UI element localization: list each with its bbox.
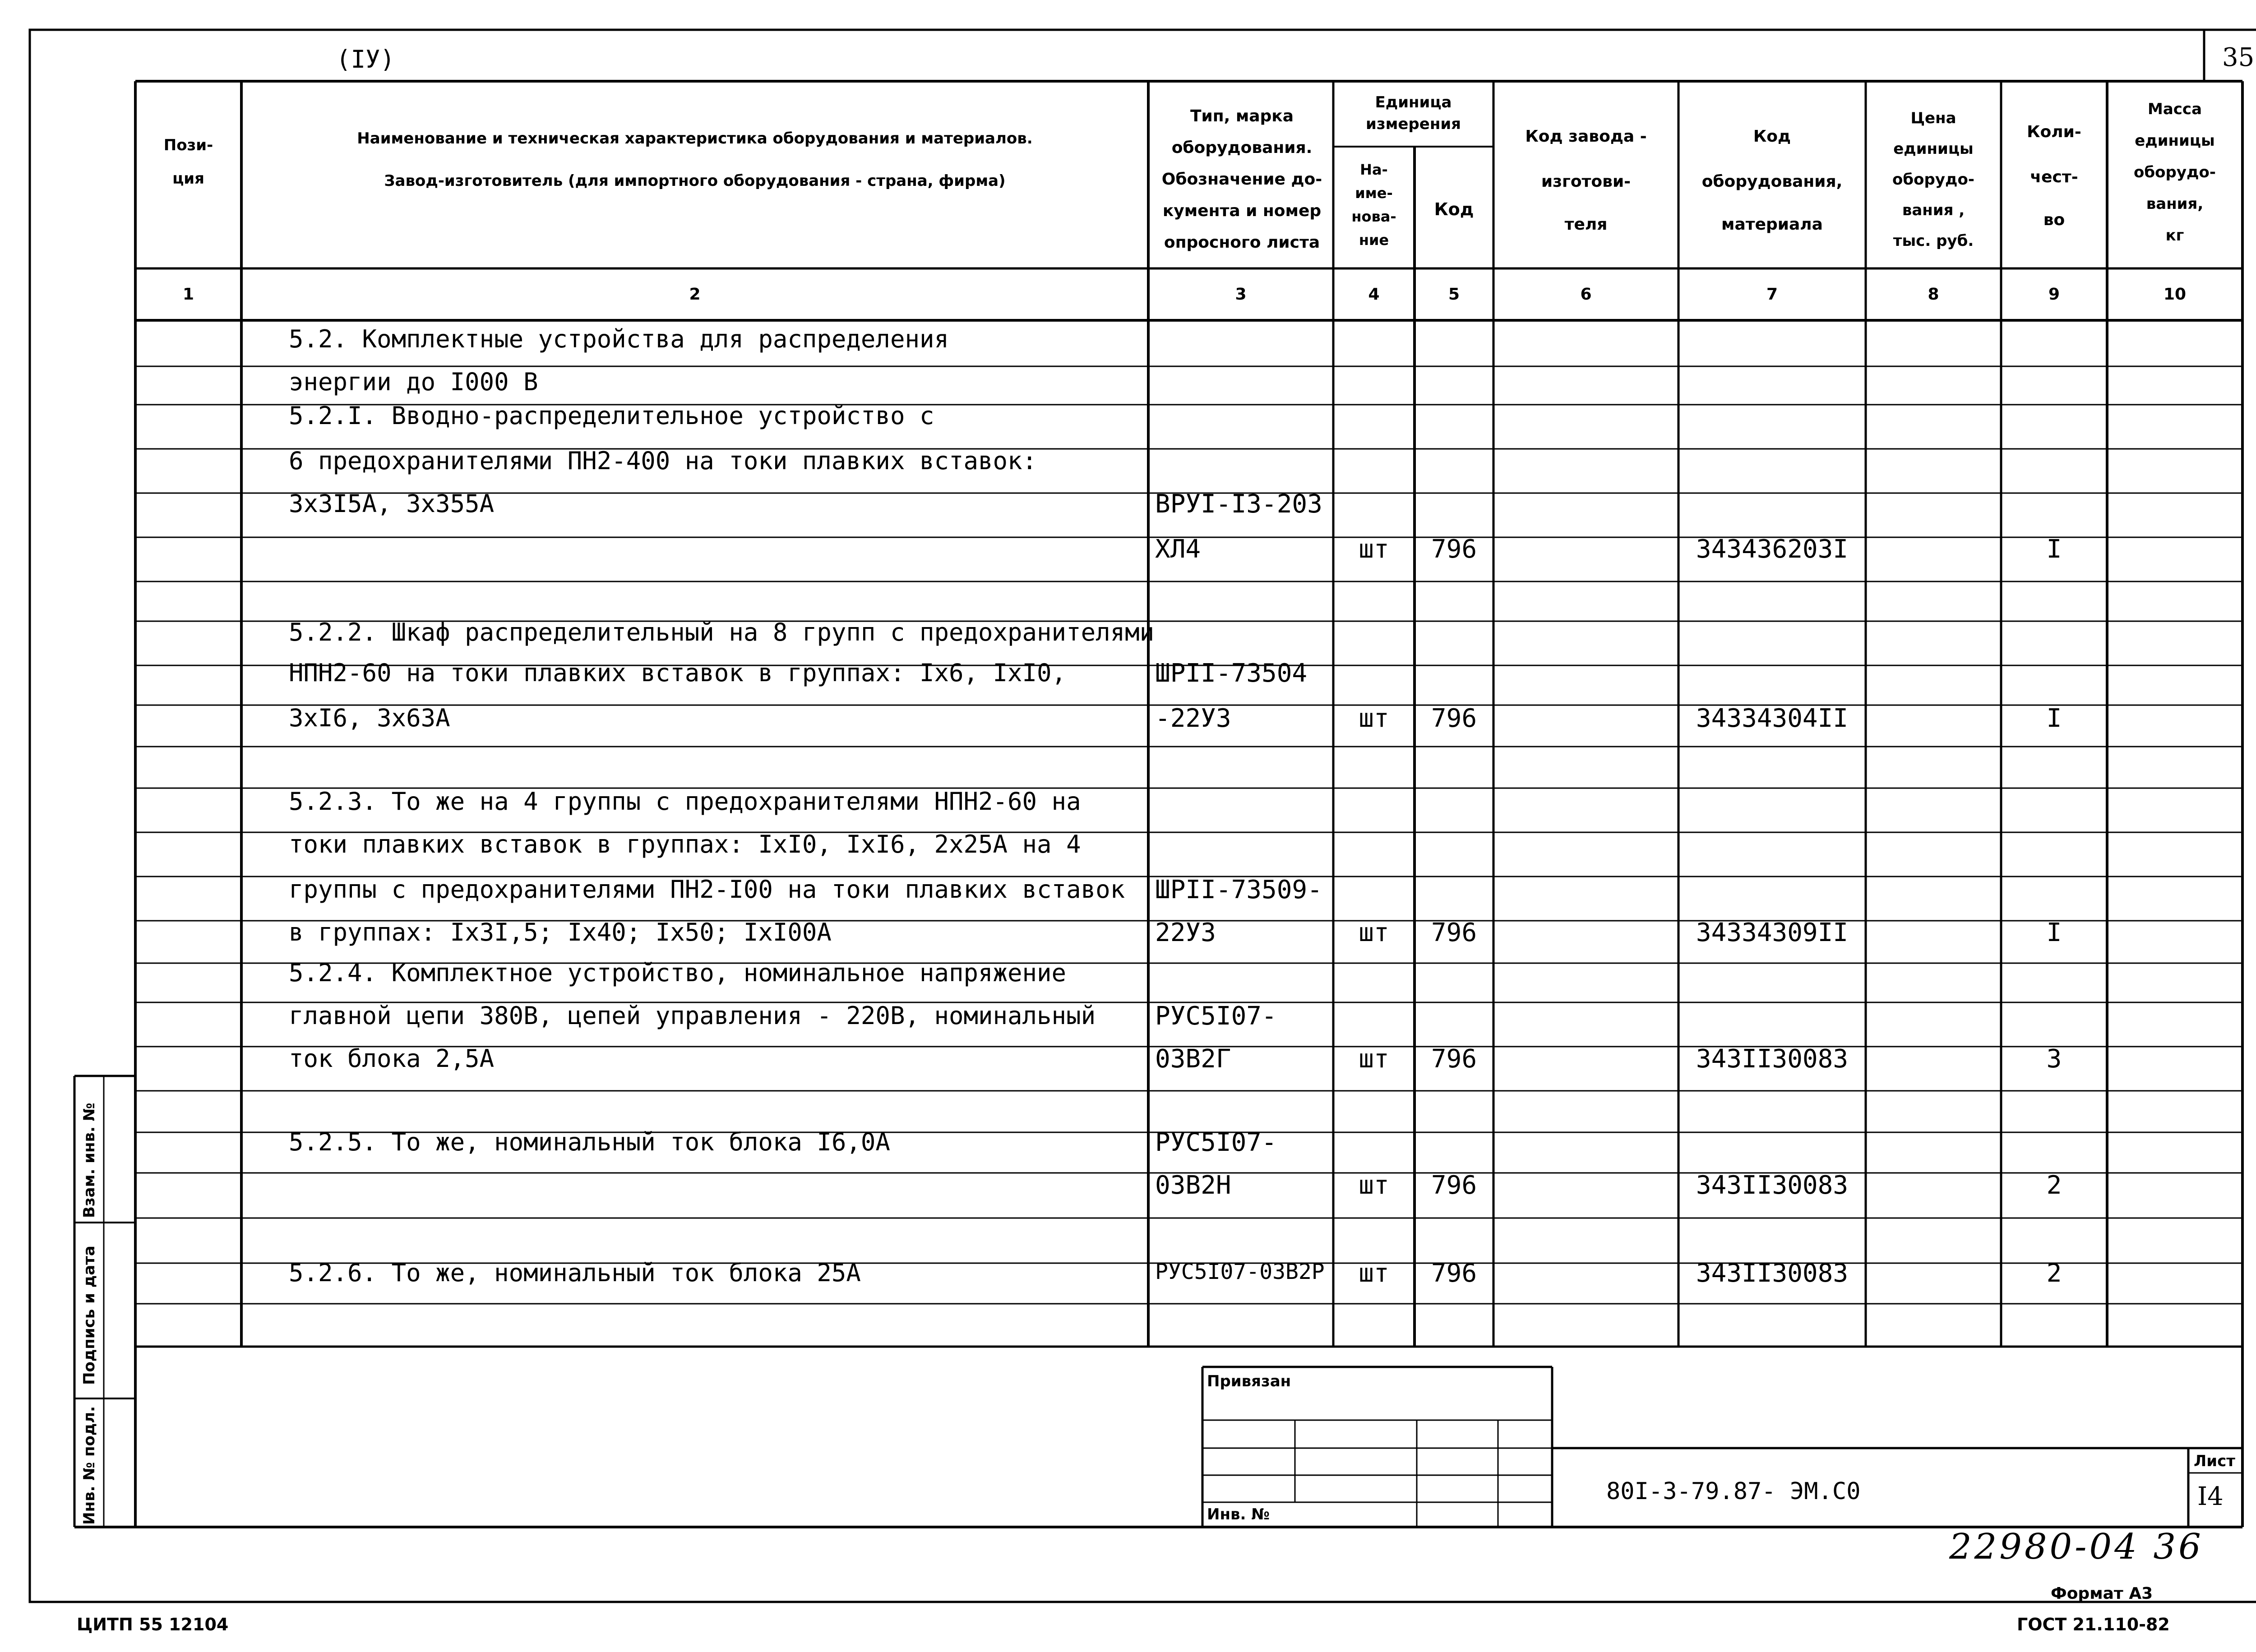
stamp-inv-no: Инв. № bbox=[1207, 1505, 1270, 1523]
cell-name: 5.2.5. То же, номинальный ток блока I6,0А bbox=[289, 1128, 890, 1156]
sheet-number-top: 35 bbox=[2222, 43, 2255, 72]
header-mass-line2: единицы bbox=[2135, 132, 2215, 150]
cell-name: энергии до I000 В bbox=[289, 368, 538, 396]
cell-unit-code: 796 bbox=[1431, 1044, 1477, 1074]
format-label: Формат А3 bbox=[2051, 1584, 2153, 1603]
cell-type: ШРII-73509- bbox=[1155, 875, 1322, 904]
header-equipment-code-line3: материала bbox=[1721, 215, 1823, 234]
cell-unit: шт bbox=[1359, 1171, 1389, 1200]
header-equipment-code-line2: оборудования, bbox=[1701, 172, 1843, 191]
section-marker: (IУ) bbox=[336, 45, 395, 74]
column-number-4: 4 bbox=[1368, 285, 1380, 304]
column-number-6: 6 bbox=[1580, 285, 1592, 304]
cell-quantity: I bbox=[2046, 918, 2062, 947]
header-name bbox=[253, 131, 1137, 189]
header-equipment-code bbox=[1678, 129, 1866, 233]
side-label-signature-date: Подпись и дата bbox=[80, 1246, 98, 1385]
header-unit-group bbox=[1333, 95, 1493, 132]
header-factory-code-line1: Код завода - bbox=[1525, 127, 1647, 146]
header-position bbox=[135, 138, 241, 186]
header-quantity-line3: во bbox=[2043, 211, 2065, 229]
cell-name: группы с предохранителями ПН2-I00 на токи плавких вставок bbox=[289, 875, 1125, 904]
cell-equipment-code: 343II30083 bbox=[1696, 1044, 1849, 1074]
cell-unit-code: 796 bbox=[1431, 1259, 1477, 1288]
cell-name: главной цепи 380В, цепей управления - 220В, номинальный bbox=[289, 1001, 1096, 1030]
header-name-line1: Наименование и техническая характеристика оборудования и материалов. bbox=[357, 129, 1033, 148]
column-number-2: 2 bbox=[689, 285, 701, 304]
cell-name: ток блока 2,5А bbox=[289, 1044, 495, 1073]
cell-type: 03В2Г bbox=[1155, 1044, 1231, 1074]
header-factory-code bbox=[1493, 129, 1678, 233]
cell-type: 03В2Н bbox=[1155, 1171, 1231, 1200]
header-factory-code-line2: изготови- bbox=[1541, 172, 1631, 191]
cell-type: ХЛ4 bbox=[1155, 535, 1201, 564]
header-price-line1: Цена bbox=[1910, 109, 1956, 127]
header-unit-line2: измерения bbox=[1366, 115, 1461, 133]
header-price-line5: тыс. руб. bbox=[1893, 232, 1974, 250]
header-unit-name-line3: нова- bbox=[1351, 208, 1396, 225]
cell-name: НПН2-60 на токи плавких вставок в группах: Iх6, IхI0, bbox=[289, 659, 1067, 687]
cell-unit-code: 796 bbox=[1431, 918, 1477, 947]
cell-name: 3х3I5А, 3х355А bbox=[289, 489, 495, 518]
cell-type: 22У3 bbox=[1155, 918, 1216, 947]
column-number-3: 3 bbox=[1235, 285, 1247, 304]
header-mass-line1: Масса bbox=[2147, 100, 2202, 118]
cell-quantity: I bbox=[2046, 704, 2062, 733]
header-position-line2: ция bbox=[172, 170, 204, 188]
cell-type: -22У3 bbox=[1155, 704, 1231, 733]
cell-unit: шт bbox=[1359, 535, 1389, 564]
header-unit-name bbox=[1333, 162, 1415, 256]
column-number-5: 5 bbox=[1448, 285, 1460, 304]
side-label-original-inv: Инв. № подл. bbox=[80, 1406, 98, 1525]
cell-type: РУС5I07- bbox=[1155, 1128, 1277, 1157]
header-mass-line3: оборудо- bbox=[2134, 163, 2216, 181]
column-number-9: 9 bbox=[2048, 285, 2060, 304]
header-price-line4: вания , bbox=[1902, 201, 1965, 219]
header-mass bbox=[2107, 102, 2242, 243]
cell-name: 6 предохранителями ПН2-400 на токи плавких вставок: bbox=[289, 447, 1037, 475]
header-unit-name-line1: На- bbox=[1360, 161, 1388, 178]
sheet-label: Лист bbox=[2194, 1452, 2235, 1470]
header-quantity-line1: Коли- bbox=[2027, 123, 2081, 141]
cell-unit-code: 796 bbox=[1431, 535, 1477, 564]
header-factory-code-line3: теля bbox=[1564, 215, 1608, 234]
cell-type: РУС5I07- bbox=[1155, 1001, 1277, 1031]
header-type-line4: кумента и номер bbox=[1162, 202, 1322, 220]
header-type bbox=[1153, 108, 1331, 266]
header-name-line2: Завод-изготовитель (для импортного оборудования - страна, фирма) bbox=[384, 172, 1006, 190]
header-equipment-code-line1: Код bbox=[1753, 127, 1791, 146]
document-designation: 80I-3-79.87- ЭМ.С0 bbox=[1606, 1478, 1861, 1505]
cell-quantity: 2 bbox=[2046, 1171, 2062, 1200]
cell-name: токи плавких вставок в группах: IхI0, IхI6, 2х25А на 4 bbox=[289, 830, 1081, 858]
column-number-7: 7 bbox=[1766, 285, 1778, 304]
cell-quantity: 3 bbox=[2046, 1044, 2062, 1074]
header-unit-code: Код bbox=[1434, 199, 1474, 219]
cell-name: 5.2.3. То же на 4 группы с предохранителями НПН2-60 на bbox=[289, 787, 1081, 816]
cell-name: 5.2. Комплектные устройства для распределения bbox=[289, 325, 949, 353]
header-quantity-line2: чест- bbox=[2030, 168, 2078, 186]
cell-name: в группах: Iх3I,5; Iх40; Iх50; IхI00А bbox=[289, 918, 832, 946]
cell-name: 5.2.I. Вводно-распределительное устройство с bbox=[289, 401, 934, 430]
header-mass-line4: вания, bbox=[2146, 195, 2204, 213]
cell-name: 5.2.4. Комплектное устройство, номинальное напряжение bbox=[289, 959, 1067, 987]
cell-name: 3хI6, 3х63А bbox=[289, 704, 450, 732]
header-type-line1: Тип, марка bbox=[1190, 107, 1294, 125]
cell-unit-code: 796 bbox=[1431, 704, 1477, 733]
cell-unit: шт bbox=[1359, 918, 1389, 947]
sheet-number: I4 bbox=[2197, 1482, 2224, 1511]
header-unit-line1: Единица bbox=[1375, 93, 1452, 111]
handwritten-archive-number: 22980-04 36 bbox=[1949, 1527, 2204, 1567]
header-type-line2: оборудования. bbox=[1171, 138, 1313, 157]
cell-unit: шт bbox=[1359, 704, 1389, 733]
column-number-10: 10 bbox=[2163, 285, 2187, 304]
cell-type: ШРII-73504 bbox=[1155, 659, 1308, 688]
cell-unit: шт bbox=[1359, 1259, 1389, 1288]
cell-quantity: 2 bbox=[2046, 1259, 2062, 1288]
header-price-line2: единицы bbox=[1893, 140, 1974, 158]
cell-unit: шт bbox=[1359, 1044, 1389, 1074]
gost-label: ГОСТ 21.110-82 bbox=[2017, 1615, 2170, 1634]
stamp-privyazan: Привязан bbox=[1207, 1372, 1291, 1390]
cell-type: ВРУI-I3-203 bbox=[1155, 489, 1322, 519]
header-type-line5: опросного листа bbox=[1164, 233, 1320, 252]
cell-equipment-code: 343II30083 bbox=[1696, 1259, 1849, 1288]
cell-equipment-code: 34334304II bbox=[1696, 704, 1849, 733]
cell-equipment-code: 34334309II bbox=[1696, 918, 1849, 947]
header-unit-name-line2: име- bbox=[1355, 185, 1393, 202]
header-unit-name-line4: ние bbox=[1359, 231, 1389, 249]
header-mass-line5: кг bbox=[2165, 226, 2184, 245]
cell-unit-code: 796 bbox=[1431, 1171, 1477, 1200]
column-number-1: 1 bbox=[182, 285, 194, 304]
header-quantity bbox=[2001, 124, 2107, 228]
side-label-replacement-inv: Взам. инв. № bbox=[80, 1103, 98, 1218]
cell-equipment-code: 343436203I bbox=[1696, 535, 1849, 564]
cell-type: РУС5I07-03В2Р bbox=[1155, 1259, 1325, 1284]
column-number-8: 8 bbox=[1928, 285, 1939, 304]
header-type-line3: Обозначение до- bbox=[1161, 170, 1322, 189]
cell-name: 5.2.2. Шкаф распределительный на 8 групп с предохранителями bbox=[289, 618, 1155, 646]
header-price-line3: оборудо- bbox=[1892, 171, 1974, 189]
cell-quantity: I bbox=[2046, 535, 2062, 564]
bottom-left-label: ЦИТП 55 12104 bbox=[77, 1615, 229, 1634]
cell-name: 5.2.6. То же, номинальный ток блока 25А bbox=[289, 1259, 861, 1287]
header-position-line1: Пози- bbox=[163, 136, 213, 154]
cell-equipment-code: 343II30083 bbox=[1696, 1171, 1849, 1200]
header-price bbox=[1866, 111, 2001, 249]
